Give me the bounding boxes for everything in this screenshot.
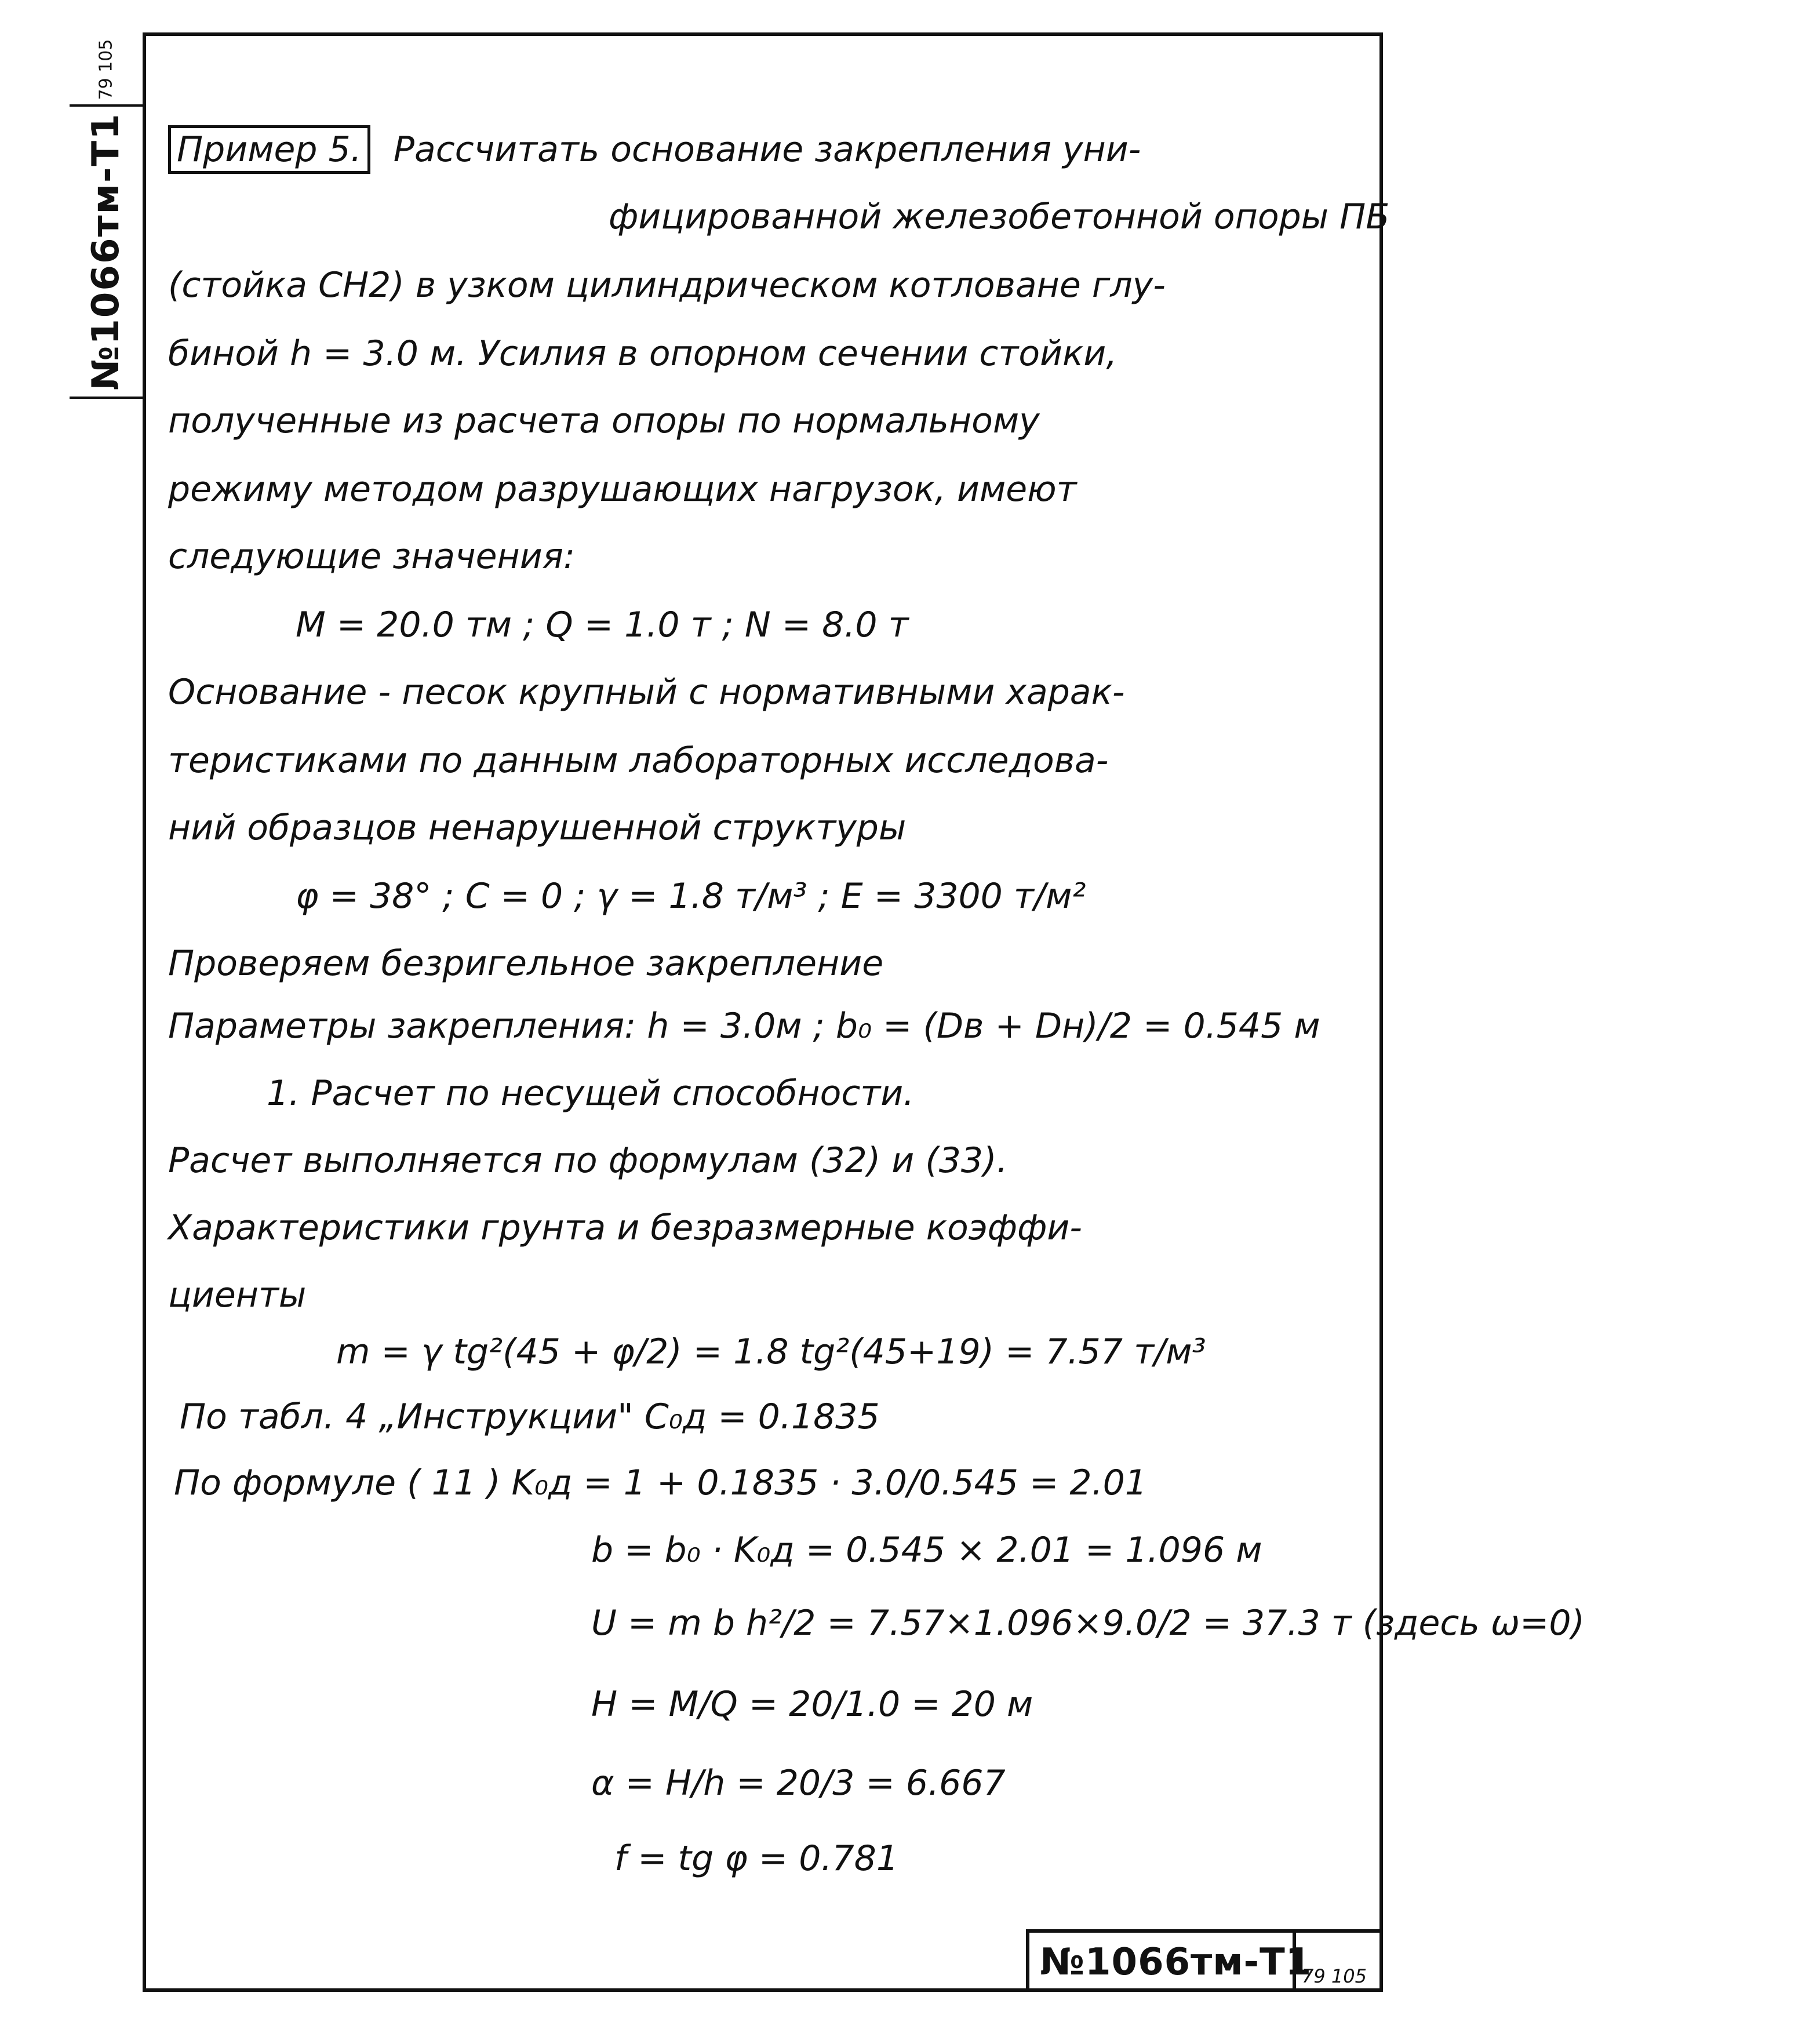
text-line: Параметры закрепления: h = 3.0м ; b₀ = (Dв + Dн)/2 = 0.545 м [168,1006,1320,1046]
title-block-stamp [1026,1929,1383,1992]
stamp-sheet-number: 79 105 [1302,1965,1367,1987]
formula-line: H = M/Q = 20/1.0 = 20 м [591,1684,1033,1725]
text-line: Основание - песок крупный с нормативными харак- [168,672,1125,712]
text-line: полученные из расчета опоры по нормальному [168,401,1040,441]
text-line: фицированной железобетонной опоры ПБ [609,197,1390,237]
example-tag: Пример 5. [168,125,370,174]
formula-line: U = m b h²/2 = 7.57×1.096×9.0/2 = 37.3 т (здесь ω=0) [591,1603,1585,1643]
formula-line: α = H/h = 20/3 = 6.667 [591,1763,1006,1803]
formula-line: φ = 38° ; C = 0 ; γ = 1.8 т/м³ ; E = 3300 т/м² [296,876,1086,917]
text-line: Проверяем безригельное закрепление [168,943,884,984]
formula-line: M = 20.0 тм ; Q = 1.0 т ; N = 8.0 т [296,605,909,645]
formula-line: f = tg φ = 0.781 [614,1838,898,1879]
text-line: биной h = 3.0 м. Усилия в опорном сечении стойки, [168,333,1118,374]
text-line: ний образцов ненарушенной структуры [168,808,907,848]
formula-line: m = γ tg²(45 + φ/2) = 1.8 tg²(45+19) = 7.57 т/м³ [336,1332,1206,1372]
text-line: Пример 5. Рассчитать основание закрепления уни- [168,132,1374,167]
side-document-number: №1066тм-Т1 [70,104,143,399]
stamp-sheet-cell [1293,1933,1383,1992]
text-line: теристиками по данным лабораторных исследова- [168,740,1109,781]
text-line: (стойка СН2) в узком цилиндрическом котловане глу- [168,265,1166,306]
text-line: режиму методом разрушающих нагрузок, имеют [168,469,1077,510]
text-line: циенты [168,1275,307,1315]
stamp-document-number: №1066тм-Т1 [1040,1941,1312,1984]
text-line: По табл. 4 „Инструкции" C₀д = 0.1835 [180,1396,880,1437]
text-line: Характеристики грунта и безразмерные коэффи- [168,1208,1082,1248]
section-heading: 1. Расчет по несущей способности. [267,1073,915,1114]
formula-line: b = b₀ · K₀д = 0.545 × 2.01 = 1.096 м [591,1530,1262,1570]
text-line: Расчет выполняется по формулам (32) и (33). [168,1140,1008,1181]
side-sheet-number: 79 105 [96,39,117,100]
formula-line: По формуле ( 11 ) K₀д = 1 + 0.1835 · 3.0/0.545 = 2.01 [174,1463,1147,1503]
text-line: следующие значения: [168,536,576,577]
